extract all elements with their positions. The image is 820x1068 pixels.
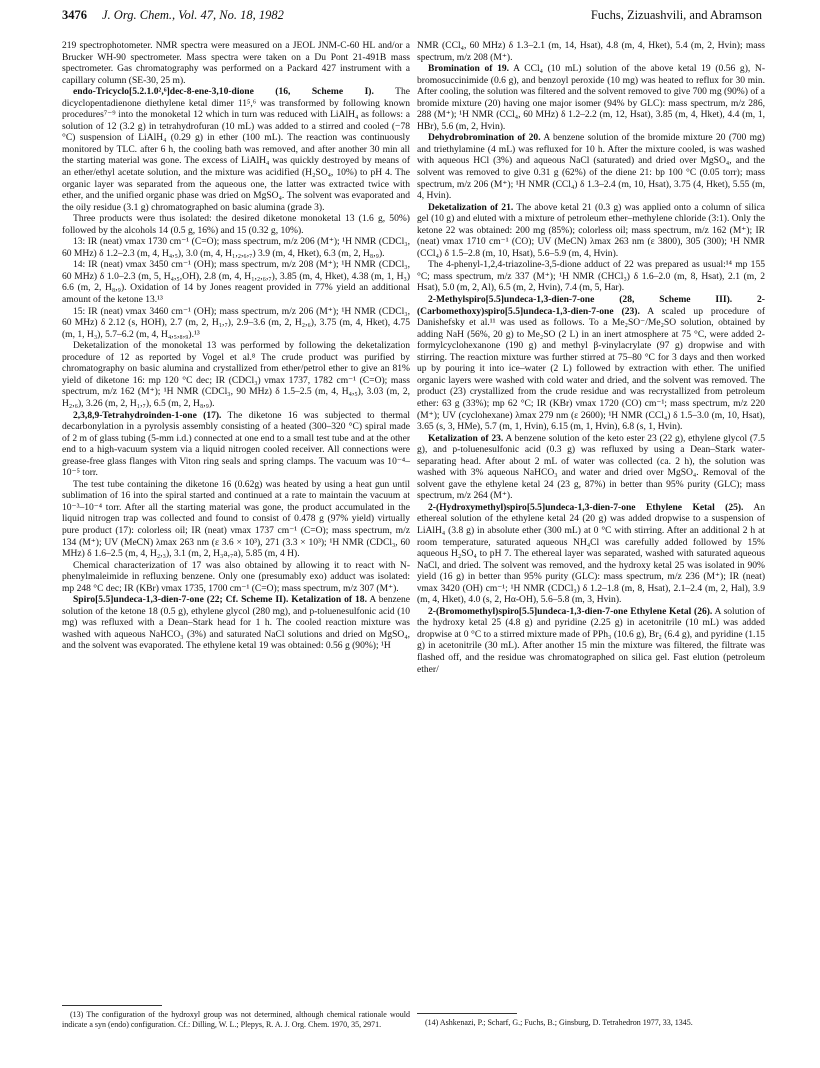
paragraph <box>62 560 410 595</box>
paragraph <box>417 259 765 294</box>
footnotes-left <box>62 1010 410 1029</box>
footnote-rule-left <box>62 1005 162 1006</box>
paragraph <box>62 86 410 213</box>
paragraph-heading: Dehydrobromination of 20. <box>428 132 541 144</box>
paragraph <box>417 202 765 260</box>
paragraph-text: The 4-phenyl-1,2,4-triazoline-3,5-dione adduct of 22 was prepared as usual:¹⁴ mp 155 °C; mass spectrum, m/z 337 (M⁺); ¹H NMR (CHCl₃) δ 1.6–2.0 (m, 8, Hsat), 2.1 (m, 2 Hsat), 5.0 (m, 2, Al), 6.5 (m, 2, Hvin), 7.4 (m, 5, Har). <box>417 259 765 294</box>
paragraph-heading: 2-Methylspiro[5.5]undeca-1,3-dien-7-one (28, Scheme III). 2-(Carbomethoxy)spiro[5.5]undeca-1,3-dien-7-one (23). <box>417 294 765 317</box>
paragraph-text: A CCl₄ (10 mL) solution of the above ketal 19 (0.56 g), N-bromosuccinimide (0.6 g), and benzoyl peroxide (10 mg) was heated to reflux for 30 min. After cooling, the solution was filtered and the solvent removed to give 700 mg (90%) of a bromide mixture (20) having one major isomer (94% by GLC): mass spectrum, m/z 286, 288 (M⁺); ¹H NMR (CCl₄, 60 MHz) δ 1.2–2.2 (m, 12, Hsat), 3.85 (m, 4, Hket), 4.4 (m, 1, HBr), 5.6 (m, 2, Hvin). <box>417 63 765 132</box>
paragraph-text: A benzene solution of the ketone 18 (0.5 g), ethylene glycol (280 mg), and p-toluenesulfonic acid (10 mg) was refluxed with a Dean–Stark head for 1 h. The cooled reaction mixture was washed with aqueous NaHCO₃ (3%) and saturated NaCl solutions and dried on MgSO₄, and the solvent was evaporated. The ethylene ketal 19 was obtained: 0.56 g (90%); ¹H <box>62 594 410 652</box>
paragraph-text: 13: IR (neat) νmax 1730 cm⁻¹ (C=O); mass spectrum, m/z 206 (M⁺); ¹H NMR (CDCl₃, 60 MHz) δ 1.2–2.3 (m, 4, H₄,₅), 3.0 (m, 4, H₁,₂,₆,₇) 3.9 (m, 4, Hket), 6.3 (m, 2, H₈,₉). <box>62 236 410 259</box>
paragraph <box>417 40 765 63</box>
footnote: (14) Ashkenazi, P.; Scharf, G.; Fuchs, B.; Ginsburg, D. Tetrahedron 1977, 33, 1345. <box>425 1018 693 1027</box>
footnote-rule-right <box>417 1013 517 1014</box>
paragraph-heading: Spiro[5.5]undeca-1,3-dien-7-one (22; Cf. Scheme II). Ketalization of 18. <box>73 594 367 606</box>
running-header <box>62 8 762 26</box>
paragraph-text: NMR (CCl₄, 60 MHz) δ 1.3–2.1 (m, 14, Hsat), 4.8 (m, 4, Hket), 5.4 (m, 2, Hvin); mass spectrum, m/z 208 (M⁺). <box>417 40 765 63</box>
paragraph-heading: 2-(Hydroxymethyl)spiro[5.5]undeca-1,3-dien-7-one Ethylene Ketal (25). <box>428 501 744 513</box>
paragraph-heading: Deketalization of 21. <box>428 201 514 213</box>
footnote: (13) The configuration of the hydroxyl group was not determined, although chemical rationale would indicate a syn (endo) configuration. Cf.: Dilling, W. L.; Plepys, R. A. J. Org. Chem. 1970, 35, 2971. <box>62 1010 410 1029</box>
paragraph <box>417 433 765 502</box>
left-column <box>62 40 410 652</box>
paragraph <box>62 594 410 652</box>
paragraph-text: A scaled up procedure of Danishefsky et al.¹¹ was used as follows. To a Me₂SO⁻/Me₂SO solution, obtained by adding NaH (56%, 20 g) to Me₂SO (2 L) in an inert atmosphere at 75 °C, were added 2-formylcyclohexanone (190 g) and methyl β-vinylacrylate (97 g) dropwise and with stirring. The reaction mixture was further stirred at 75–80 °C for 3 days and then worked up by pouring it into ice–water (2 L) followed by extraction with ether. The unified organic layers were washed with cold water and dried, and the solvent was removed. The product (23) crystallized from the crude residue and was recrystallized from petroleum ether: 63 g (33%); mp 62 °C; IR (KBr) νmax 1720 (CO) cm⁻¹; mass spectrum, m/z 220 (M⁺); UV (cyclohexane) λmax 279 nm (ε 2600); ¹H NMR (CCl₄) δ 1.5–3.0 (m, 10, Hsat), 3.65 (s, 3, HMe), 5.7 (m, 1, Hvin), 6.15 (m, 1, Hvin), 6.8 (s, 1, Hvin). <box>417 305 765 433</box>
paragraph-text: The test tube containing the diketone 16 (0.62g) was heated by using a heat gun until sublimation of 16 into the spiral started and continued at a rate to maintain the vacuum at 10⁻³–10⁻⁴ torr. After all the starting material was gone, the product accumulated in the liquid nitrogen trap was collected and found to consist of 0.478 g (97% yield) virtually pure product (17): colorless oil; IR (neat) νmax 1737 cm⁻¹ (C=O); mass spectrum, m/z 134 (M⁺); UV (MeCN) λmax 263 nm (ε 3.6 × 10³), 271 (3.3 × 10³); ¹H NMR (CDCl₃, 60 MHz) δ 1.6–2.5 (m, 4, H₂,₃), 3.1 (m, 2, H₃a,₇a), 5.85 (m, 4 H). <box>62 478 410 560</box>
paragraph <box>417 132 765 201</box>
paragraph <box>62 410 410 479</box>
paragraph-text: An ethereal solution of the ethylene ketal 24 (20 g) was added dropwise to a suspension of LiAlH₄ (3.8 g) in absolute ether (300 mL) at 0 °C with stirring. After an additional 2 h at room temperature, saturated aqueous NH₄Cl was carefully added followed by 15% aqueous H₂SO₄ to pH 7. The ethereal layer was separated, washed with saturated aqueous NaCl, and dried. The solvent was removed, and the hydroxy ketal 25 was isolated in 90% yield (16 g) in better than 95% purity (GLC): mass spectrum, m/z 236 (M⁺); IR (neat) νmax 3420 (OH) cm⁻¹; ¹H NMR (CDCl₃) δ 1.2–1.8 (m, 8, Hsat), 2.1–2.4 (m, 2, Hal), 3.9 (m, 4, Hket), 4.0 (s, 2, Hα-OH), 5.6–5.8 (m, 3, Hvin). <box>417 501 765 606</box>
paragraph <box>62 40 410 86</box>
paragraph-heading: Bromination of 19. <box>428 63 510 75</box>
paragraph-text: 14: IR (neat) νmax 3450 cm⁻¹ (OH); mass spectrum, m/z 208 (M⁺); ¹H NMR (CDCl₃, 60 MHz) δ 1.0–2.3 (m, 5, H₄,₅,OH), 2.8 (m, 4, H₁,₂,₆,₇), 3.85 (m, 4, Hket), 4.38 (m, 1, H₃) 6.6 (m, 2, H₈,₉). Oxidation of 14 by Jones reagent provided in 77% yield an additional amount of the ketone 13.¹³ <box>62 259 410 306</box>
paragraph <box>62 479 410 560</box>
footnotes-right <box>417 1018 765 1028</box>
paragraph-text: The dicyclopentadienone diethylene ketal dimer 11⁵,⁶ was transformed by following known procedures⁷⁻⁹ into the monoketal 12 which in turn was reduced with LiAlH₄ as follows: a solution of 12 (3.2 g) in tetrahydrofuran (10 mL) was added to a stirred and cooled (−78 °C) suspension of LiAlH₄ (0.29 g) in ether (100 mL). The reaction was continuously monitored by TLC. after 6 h, the cooling bath was removed, and after another 30 min all the starting material was gone. The excess of LiAlH₄ was quickly destroyed by means of an ether/ethyl acetate solution, and the mixture was acidified (H₂SO₄, 10%) to pH 4. The organic layer was separated from the aqueous one, the latter was extracted twice with ether, and the unified organic phase was dried on MgSO₄. The solvent was evaporated and the oily residue (3.1 g) chromatographed on basic alumina (grade 3). <box>62 86 410 213</box>
right-column <box>417 40 765 675</box>
page-number: 3476 <box>62 8 87 22</box>
paragraph-heading: endo-Tricyclo[5.2.1.0²,⁶]dec-8-ene-3,10-dione (16, Scheme I). <box>73 86 374 98</box>
paragraph-text: Deketalization of the monoketal 13 was performed by following the deketalization procedure of 12 as reported by Vogel et al.⁸ The crude product was purified by chromatography on basic alumina and crystallized from ether/petrol ether to give an 81% yield of diketone 16: mp 120 °C dec; IR (CDCl₃) νmax 1737, 1782 cm⁻¹ (C=O); mass spectrum, m/z 162 (M⁺); ¹H NMR (CDCl₃, 90 MHz) δ 1.5–2.5 (m, 4, H₄,₅), 3.03 (m, 2, H₂,₆), 3.26 (m, 2, H₁,₇), 6.5 (m, 2, H₈,₉). <box>62 340 410 409</box>
paragraph-heading: 2,3,8,9-Tetrahydroinden-1-one (17). <box>73 409 222 421</box>
paragraph-text: The above ketal 21 (0.3 g) was applied onto a column of silica gel (10 g) and eluted with a mixture of petroleum ether–methylene chloride (3:1). Only the ketone 22 was obtained: 200 mg (85%); colorless oil; mass spectrum, m/z 162 (M⁺); IR (neat) νmax 1710 cm⁻¹ (CO); UV (MeCN) λmax 263 nm (ε 3800), 305 (300); ¹H NMR (CCl₄) δ 1.5–2.8 (m, 10, Hsat), 5.6–5.9 (m, 4, Hvin). <box>417 201 765 259</box>
journal-citation: J. Org. Chem., Vol. 47, No. 18, 1982 <box>102 8 284 22</box>
paragraph-text: A solution of the hydroxy ketal 25 (4.8 g) and pyridine (2.25 g) in acetonitrile (10 mL) was added dropwise at 0 °C to a stirred mixture made of PPh₃ (10.6 g), Br₂ (6.4 g), and pyridine (1.15 g) in acetonitrile (30 mL). After another 15 min the mixture was filtered, the filtrate was flashed off, and the residue was chromatographed on silica gel. Fast elution (petroleum ether/ <box>417 605 765 675</box>
paragraph <box>62 259 410 305</box>
paragraph <box>62 213 410 236</box>
paragraph <box>417 63 765 132</box>
running-authors: Fuchs, Zizuashvili, and Abramson <box>590 8 762 22</box>
paragraph <box>417 294 765 433</box>
paragraph-text: Chemical characterization of 17 was also obtained by allowing it to react with N-phenylmaleimide in refluxing benzene. Only one (presumably exo) adduct was isolated: mp 248 °C dec; IR (KBr) νmax 1735, 1700 cm⁻¹ (C=O); mass spectrum, m/z 307 (M⁺). <box>62 559 410 594</box>
paragraph-text: 219 spectrophotometer. NMR spectra were measured on a JEOL JNM-C-60 HL and/or a Brucker WH-90 spectrometer. Mass spectra were taken on a Du Pont 21-491B mass spectrometer. Gas chromatography was performed on a Packard 427 instrument with a capillary column (SE-30, 25 m). <box>62 40 410 86</box>
paragraph-text: A benzene solution of the keto ester 23 (22 g), ethylene glycol (7.5 g), and p-toluenesulfonic acid (0.3 g) was refluxed by using a Dean–Stark water-separating head. After about 2 mL of water was collected (ca. 2 h), the solution was washed with 3% aqueous NaHCO₃ and water and dried over MgSO₄. Removal of the solvent gave the ethylene ketal 24 (23 g, 87%) in better than 95% purity (GLC); mass spectrum, m/z 264 (M⁺). <box>417 432 765 502</box>
paragraph-heading: Ketalization of 23. <box>428 432 504 444</box>
paragraph <box>417 502 765 606</box>
paragraph <box>62 306 410 341</box>
paragraph <box>62 340 410 409</box>
paragraph-heading: 2-(Bromomethyl)spiro[5.5]undeca-1,3-dien-7-one Ethylene Ketal (26). <box>428 605 713 617</box>
paragraph <box>62 236 410 259</box>
paragraph-text: 15: IR (neat) νmax 3460 cm⁻¹ (OH); mass spectrum, m/z 206 (M⁺); ¹H NMR (CDCl₃, 60 MHz) δ 2.12 (s, HOH), 2.7 (m, 2, H₁,₇), 2.9–3.6 (m, 2, H₂,₆), 3.75 (m, 4, Hket), 4.75 (m, 1, H₃), 5.7–6.2 (m, 4, H₄,₅,₈,₉).¹³ <box>62 305 410 340</box>
paragraph-text: A benzene solution of the bromide mixture 20 (700 mg) and triethylamine (4 mL) was refluxed for 10 h. After the mixture cooled, is was washed with aqueous HCl (3%) and aqueous NaCl (saturated) and dried over MgSO₄, and the solvent was removed to give 0.31 g (62%) of the diene 21: bp 100 °C (0.05 torr); mass spectrum, m/z 206 (M⁺); ¹H NMR (CCl₄) δ 1.3–2.4 (m, 10, Hsat), 3.75 (4, Hket), 5.55 (m, 4, Hvin). <box>417 132 765 202</box>
paragraph <box>417 606 765 675</box>
paragraph-text: The diketone 16 was subjected to thermal decarbonylation in a pyrolysis assembly consisting of a heated (300–320 °C) spiral made of 2 m of glass tubing (5-mm i.d.) connected at one end to a small test tube and at the other end to a high-vacuum system via a liquid nitrogen cooled receiver. All connections were grease-free glass flanges with Viton ring seals and spring clamps. The vacuum was 10⁻⁴–10⁻⁵ torr. <box>62 409 410 479</box>
paragraph-text: Three products were thus isolated: the desired diketone monoketal 13 (1.6 g, 50%) followed by the alcohols 14 (0.5 g, 16%) and 15 (0.32 g, 10%). <box>62 213 410 236</box>
